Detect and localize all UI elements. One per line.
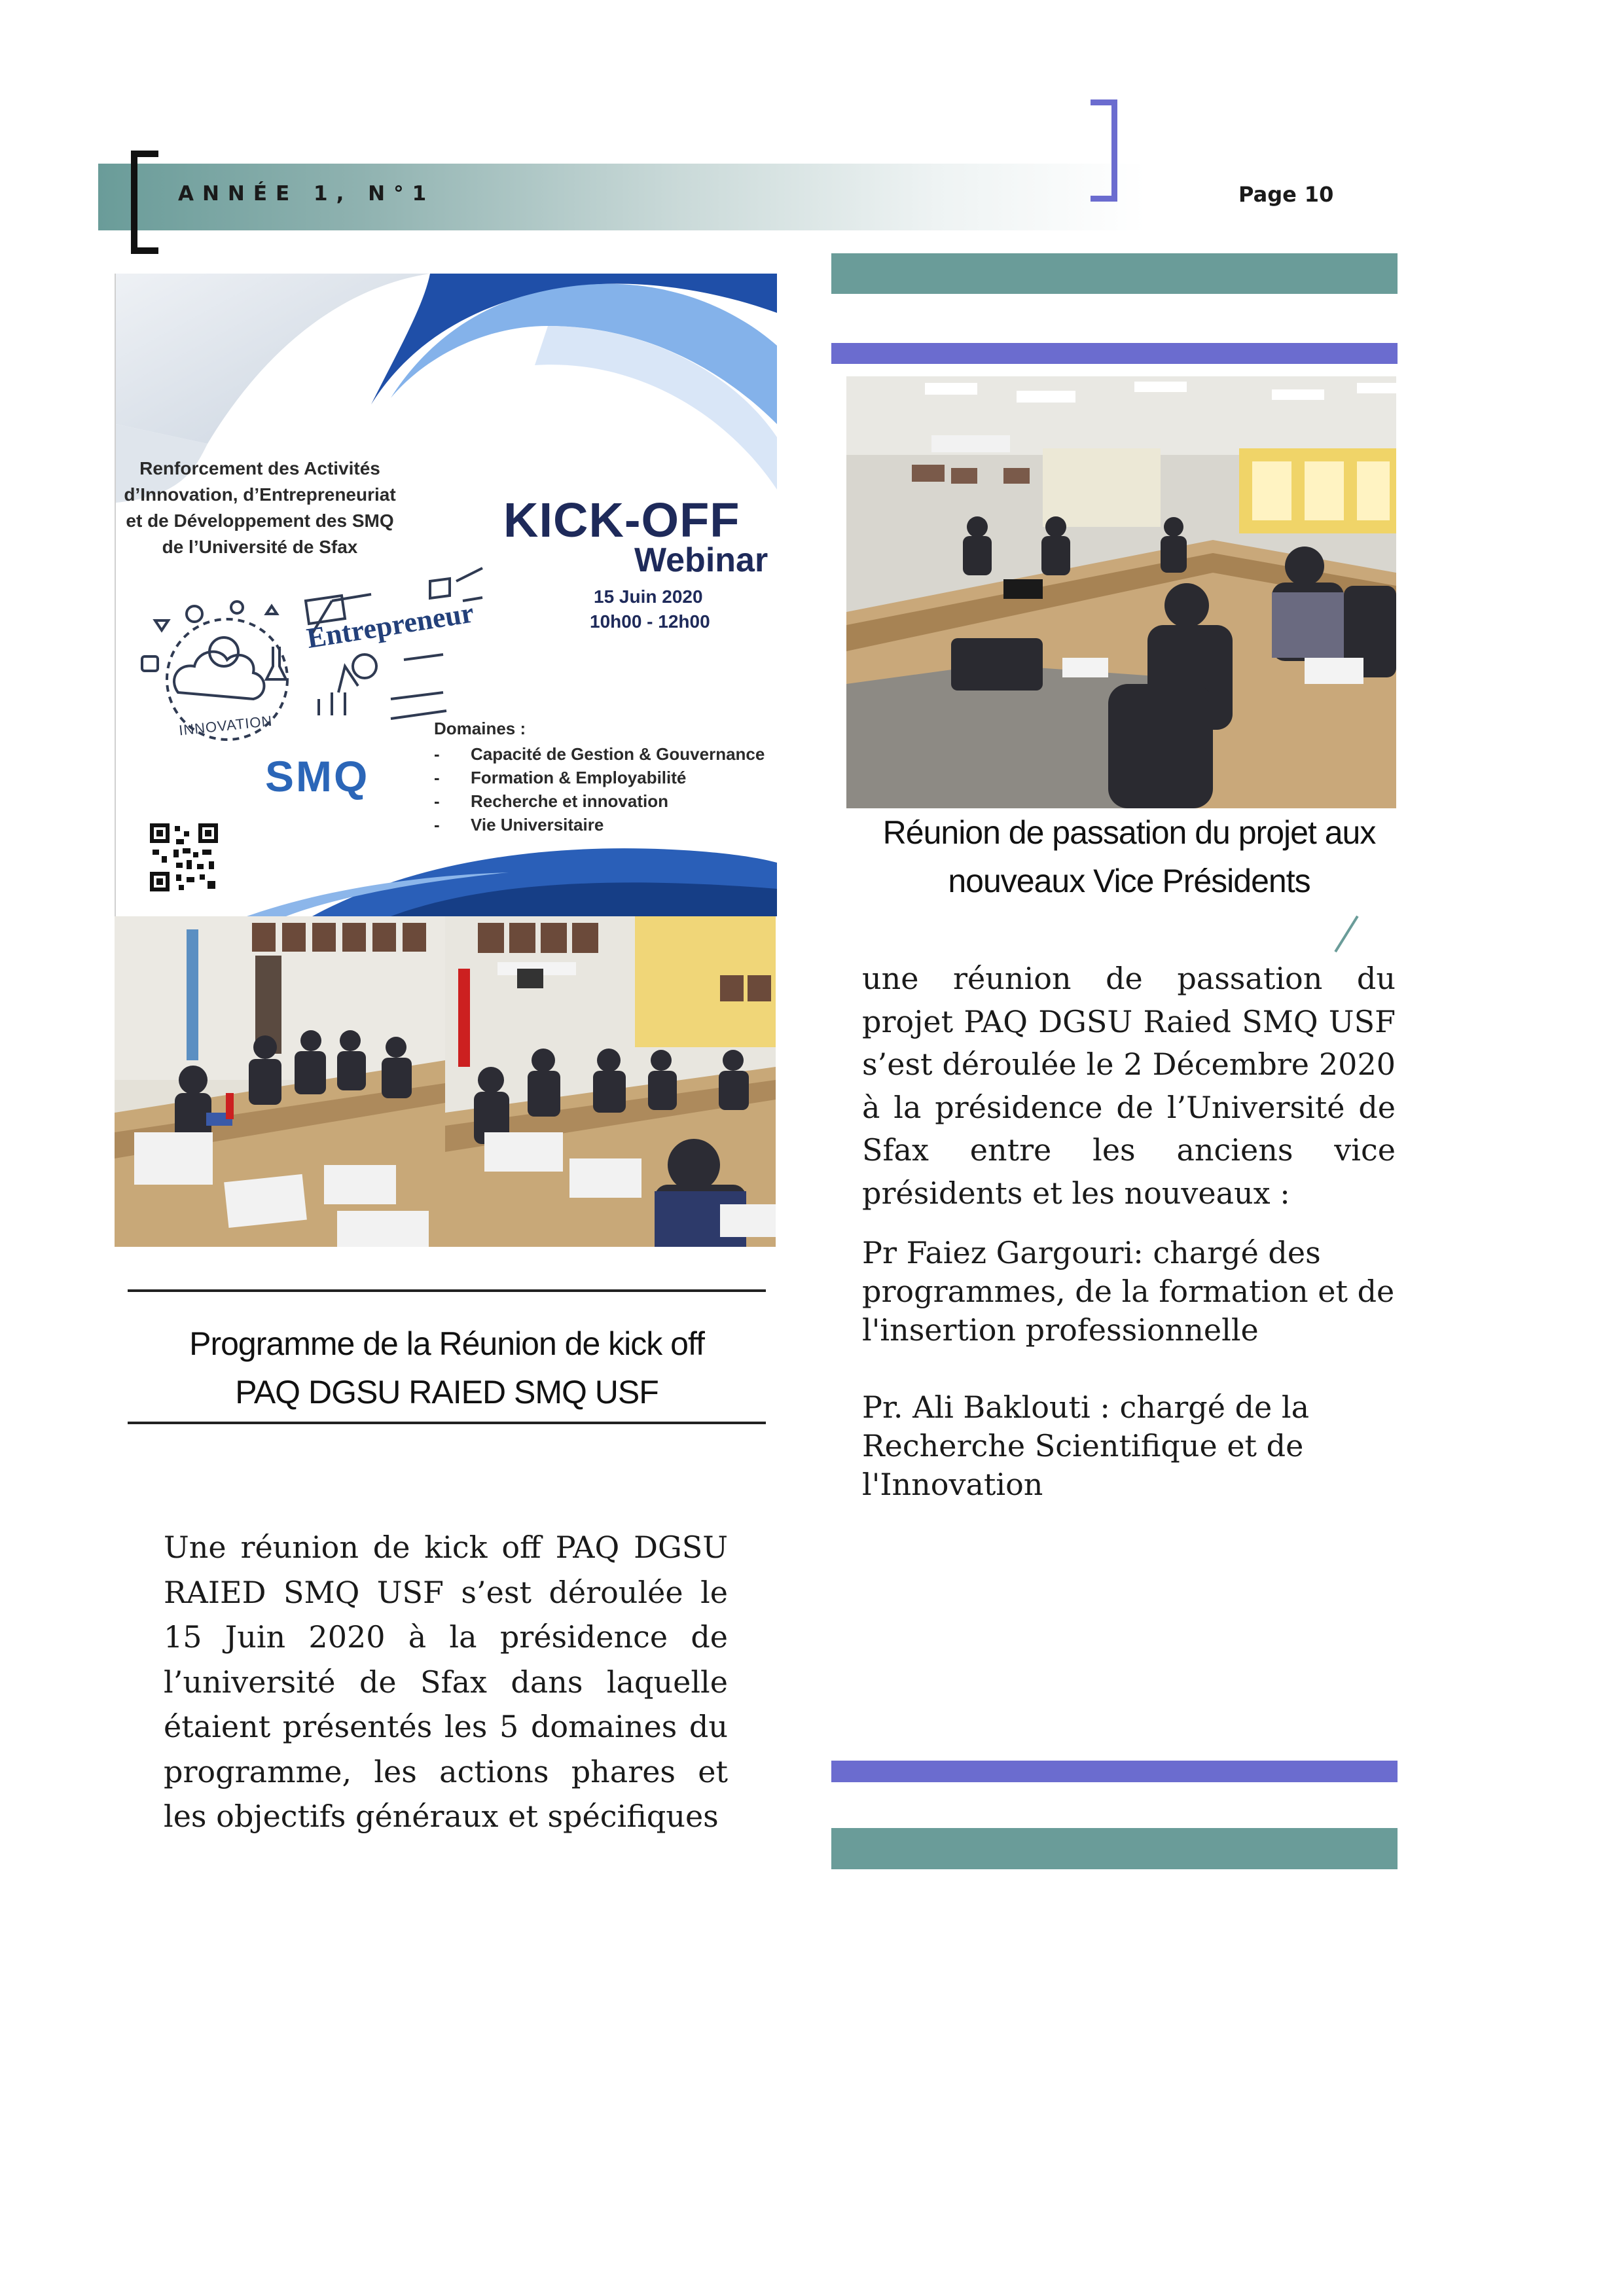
vp2-line: Recherche Scientifique et de bbox=[862, 1428, 1304, 1463]
poster-smq-logo: SMQ bbox=[265, 752, 370, 800]
kickoff-section-title bbox=[128, 1319, 766, 1416]
bottom-purple-bar bbox=[831, 1761, 1398, 1782]
page-number-value: 10 bbox=[1304, 182, 1334, 207]
page-number bbox=[1238, 182, 1333, 207]
vp-spacer bbox=[862, 1350, 1412, 1388]
poster-subtitle bbox=[122, 456, 397, 560]
kickoff-title-line2: PAQ DGSU RAIED SMQ USF bbox=[235, 1374, 659, 1410]
poster-domains-list bbox=[434, 742, 765, 836]
vp1-line: l'insertion professionnelle bbox=[862, 1312, 1259, 1348]
handover-section-body: une réunion de passation du projet PAQ DGSU Raied SMQ USF s’est déroulée le 2 Décembre 2020 à la présidence de l’Université de Sfax entre les anciens vice présidents et les nouveaux : bbox=[862, 961, 1396, 1211]
kickoff-title-line1: Programme de la Réunion de kick off bbox=[189, 1325, 704, 1362]
left-bracket-icon bbox=[131, 151, 158, 254]
poster-entrepreneur-label: Entrepreneur bbox=[304, 596, 477, 655]
vp1-line: programmes, de la formation et de bbox=[862, 1274, 1395, 1309]
poster-subtitle-line: de l’Université de Sfax bbox=[162, 537, 358, 557]
vp2-line: l'Innovation bbox=[862, 1467, 1043, 1502]
kickoff-title-top-rule bbox=[128, 1289, 766, 1292]
kickoff-photo-left bbox=[115, 916, 445, 1247]
kickoff-title-bottom-rule bbox=[128, 1422, 766, 1424]
page-label: Page bbox=[1238, 182, 1297, 207]
poster-kickoff-title: KICK-OFF bbox=[503, 493, 740, 547]
poster-domain-item: - Formation & Employabilité bbox=[434, 766, 765, 789]
poster-innovation-label: INNOVATION bbox=[178, 712, 274, 739]
poster-webinar-title: Webinar bbox=[634, 541, 768, 579]
poster-time: 10h00 - 12h00 bbox=[590, 611, 710, 632]
poster-date: 15 Juin 2020 bbox=[594, 586, 703, 607]
poster-domain-item: - Recherche et innovation bbox=[434, 789, 765, 813]
poster-domain-item: - Capacité de Gestion & Gouvernance bbox=[434, 742, 765, 766]
poster-subtitle-line: et de Développement des SMQ bbox=[126, 511, 394, 531]
kickoff-poster bbox=[115, 274, 777, 916]
vice-presidents-list bbox=[862, 1234, 1412, 1504]
top-purple-bar bbox=[831, 343, 1398, 364]
vp1-line: Pr Faiez Gargouri: chargé des bbox=[862, 1235, 1321, 1270]
top-teal-bar bbox=[831, 253, 1398, 294]
bottom-teal-bar bbox=[831, 1828, 1398, 1869]
handover-section-title bbox=[841, 808, 1417, 905]
poster-subtitle-line: Renforcement des Activités bbox=[139, 458, 380, 478]
handover-title-line2: nouveaux Vice Présidents bbox=[948, 863, 1310, 899]
kickoff-photo-right bbox=[445, 916, 776, 1247]
right-bracket-icon bbox=[1091, 99, 1117, 202]
handover-title-line1: Réunion de passation du projet aux bbox=[882, 814, 1376, 851]
decorative-slash bbox=[1334, 916, 1358, 952]
issue-label: ANNÉE 1, N°1 bbox=[178, 182, 435, 206]
poster-subtitle-line: d’Innovation, d’Entrepreneuriat bbox=[124, 484, 396, 505]
kickoff-section-body: Une réunion de kick off PAQ DGSU RAIED SMQ USF s’est déroulée le 15 Juin 2020 à la présidence de l’université de Sfax dans laquelle étaient présentés les 5 domaines du programme, les actions phares et les objectifs généraux et spécifiques bbox=[164, 1530, 728, 1834]
vp2-line: Pr. Ali Baklouti : chargé de la bbox=[862, 1390, 1309, 1425]
handover-meeting-photo bbox=[846, 376, 1396, 808]
poster-domain-item: - Vie Universitaire bbox=[434, 813, 765, 836]
qr-code-icon bbox=[150, 823, 218, 891]
poster-domains-title: Domaines : bbox=[434, 719, 526, 738]
